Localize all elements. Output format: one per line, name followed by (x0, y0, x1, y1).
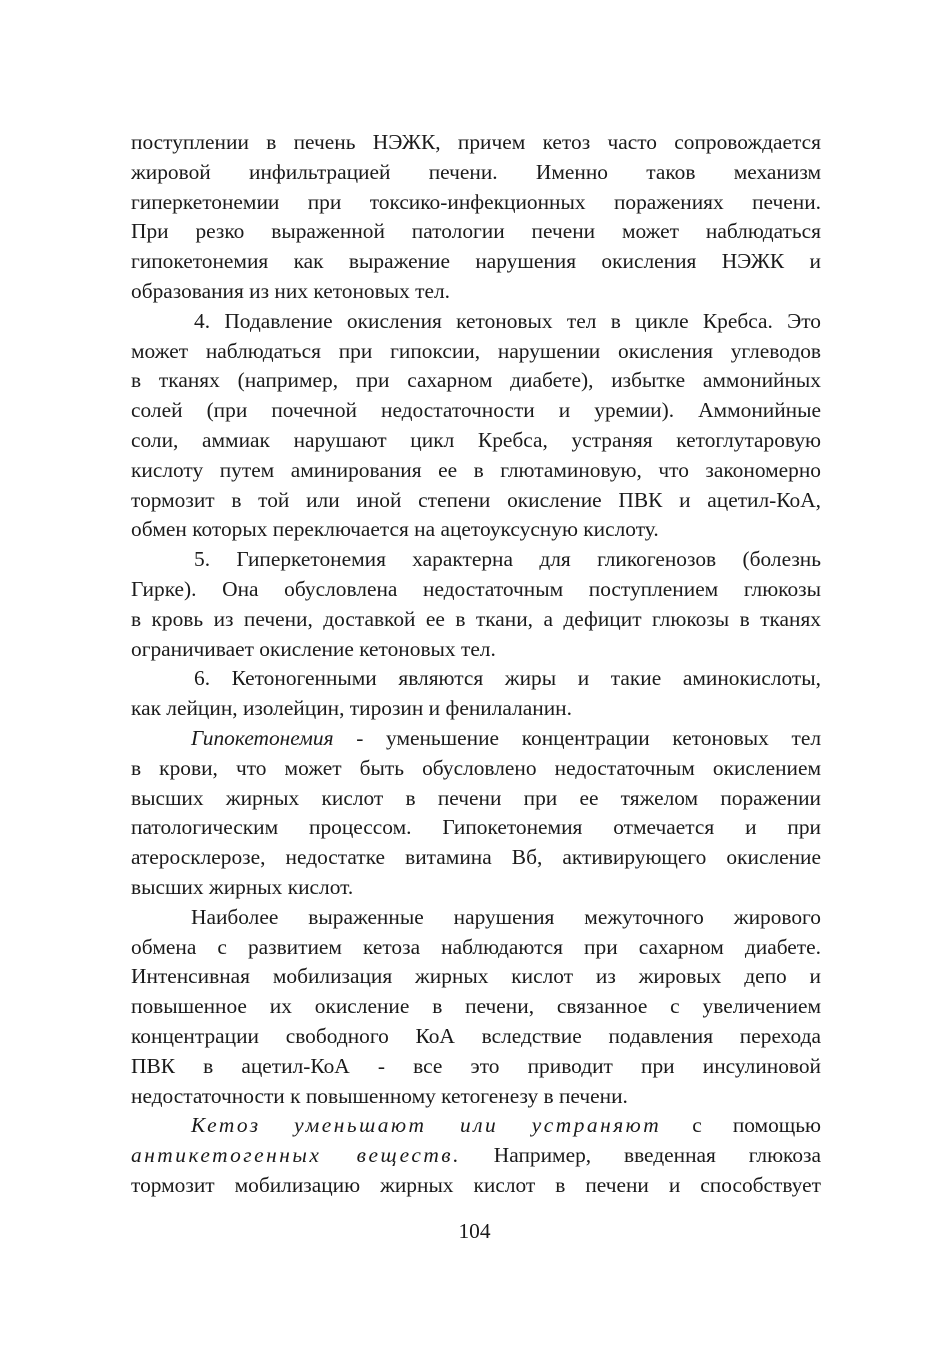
text-line: При резко выраженной патологии печени может наблюдаться (131, 219, 821, 244)
italic-term: Кетоз уменьшают или устраняют (191, 1113, 662, 1138)
page-body (131, 128, 821, 1201)
text-line: высших жирных кислот в печени при ее тяжелом поражении (131, 785, 821, 810)
text-line: повышенное их окисление в печени, связанное с увеличением (131, 994, 821, 1019)
text-line: как лейцин, изолейцин, тирозин и фенилаланин. (131, 696, 572, 721)
text-line: Интенсивная мобилизация жирных кислот из жировых депо и (131, 964, 821, 989)
text-line: гиперкетонемии при токсико-инфекционных поражениях печени. (131, 189, 821, 214)
text-line: может наблюдаться при гипоксии, нарушении окисления углеводов (131, 338, 821, 363)
text-line: соли, аммиак нарушают цикл Кребса, устраняя кетоглутаровую (131, 427, 821, 452)
text-line: гипокетонемия как выражение нарушения окисления НЭЖК и (131, 249, 821, 274)
text-line: тормозит в той или иной степени окисление ПВК и ацетил-КоА, (131, 487, 821, 512)
text-line: образования из них кетоновых тел. (131, 278, 450, 303)
text-line: жировой инфильтрацией печени. Именно таков механизм (131, 159, 821, 184)
text-line: атеросклерозе, недостатке витамина Вб, активирующего окисление (131, 845, 821, 870)
text-line (131, 1111, 821, 1141)
text-line: патологическим процессом. Гипокетонемия отмечается и при (131, 815, 821, 840)
page-number: 104 (458, 1219, 491, 1243)
text-line: недостаточности к повышенному кетогенезу в печени. (131, 1083, 628, 1108)
paragraph-3 (131, 545, 821, 664)
paragraph-6 (131, 903, 821, 1112)
text-line: обмен которых переключается на ацетоуксусную кислоту. (131, 517, 659, 542)
text-line: высших жирных кислот. (131, 874, 354, 899)
text-line: поступлении в печень НЭЖК, причем кетоз часто сопровождается (131, 130, 821, 154)
paragraph-1 (131, 128, 821, 307)
paragraph-2 (131, 307, 821, 545)
text-line: в тканях (например, при сахарном диабете), избытке аммонийных (131, 368, 821, 393)
text-line: Гирке). Она обусловлена недостаточным поступлением глюкозы (131, 576, 821, 601)
text-line: 6. Кетоногенными являются жиры и такие аминокислоты, (194, 666, 821, 691)
italic-term: Гипокетонемия (191, 725, 334, 750)
paragraph-4 (131, 664, 821, 724)
text-line: обмена с развитием кетоза наблюдаются при сахарном диабете. (131, 934, 821, 959)
text-line: тормозит мобилизацию жирных кислот в печени и способствует (131, 1172, 821, 1197)
text-line: ПВК в ацетил-КоА - все это приводит при инсулиновой (131, 1053, 821, 1078)
text-line: солей (при почечной недостаточности и уремии). Аммонийные (131, 398, 821, 423)
text-run: - уменьшение концентрации кетоновых тел (333, 725, 821, 750)
paragraph-5 (131, 724, 821, 903)
text-run: Например, введенная глюкоза (460, 1143, 821, 1168)
text-line (131, 1141, 821, 1171)
text-line: концентрации свободного КоА вследствие подавления перехода (131, 1023, 821, 1048)
paragraph-7 (131, 1111, 821, 1200)
text-line: кислоту путем аминирования ее в глютаминовую, что закономерно (131, 457, 821, 482)
text-line: в крови, что может быть обусловлено недостаточным окислением (131, 755, 821, 780)
text-line: 5. Гиперкетонемия характерна для гликогенозов (болезнь (194, 547, 821, 572)
text-line: в кровь из печени, доставкой ее в ткани, а дефицит глюкозы в тканях (131, 606, 821, 631)
text-line: 4. Подавление окисления кетоновых тел в цикле Кребса. Это (194, 308, 821, 333)
text-line (131, 724, 821, 754)
text-line: ограничивает окисление кетоновых тел. (131, 636, 496, 661)
text-line: Наиболее выраженные нарушения межуточного жирового (191, 904, 821, 929)
italic-term: антикетогенных веществ. (131, 1143, 461, 1168)
text-run: с помощью (661, 1113, 821, 1138)
